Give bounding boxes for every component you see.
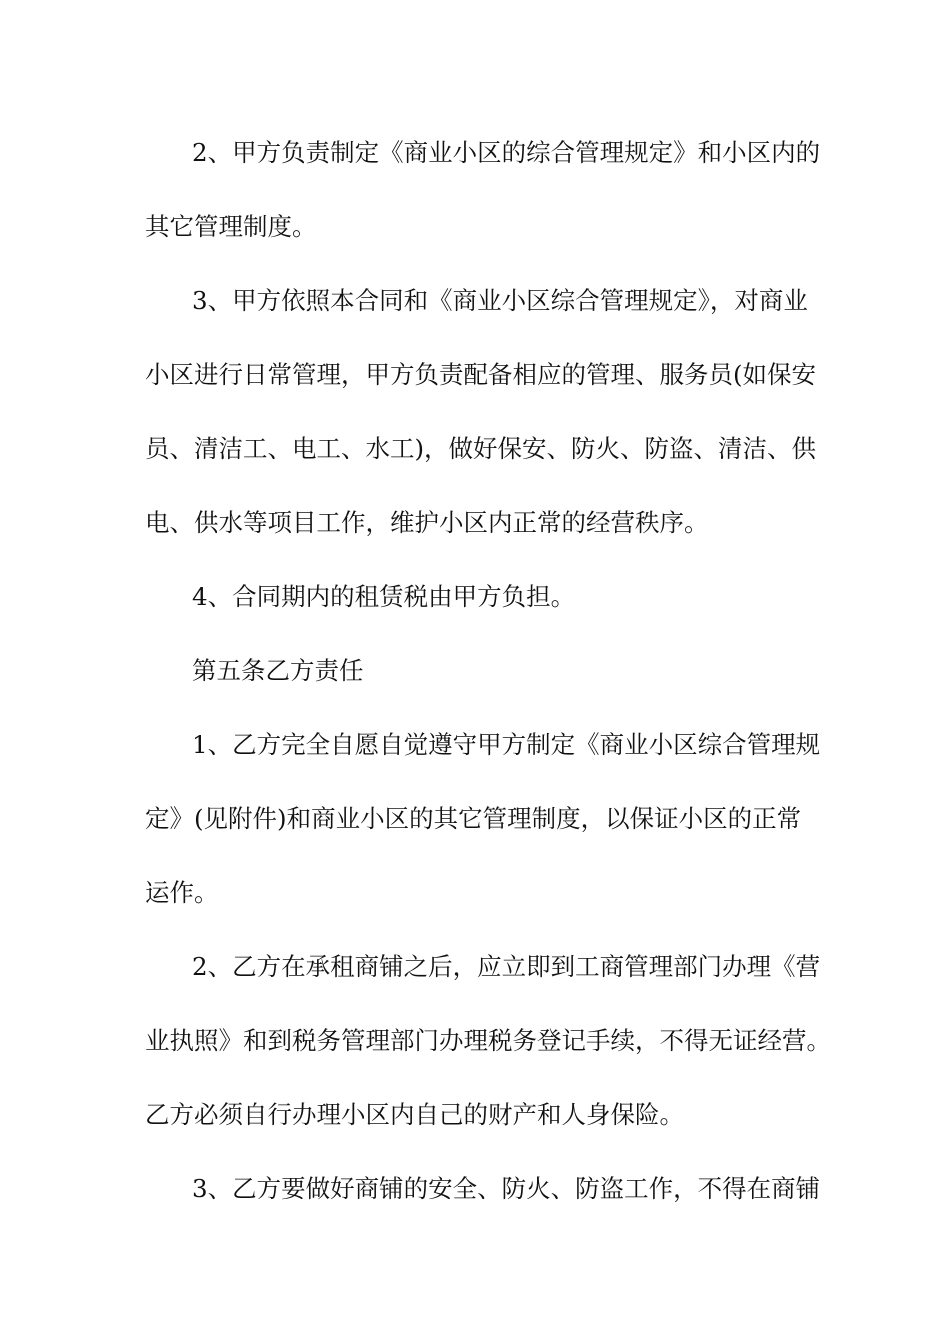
text-line: 2、甲方负责制定《商业小区的综合管理规定》和小区内的 xyxy=(192,138,821,167)
text-line: 小区进行日常管理，甲方负责配备相应的管理、服务员(如保安 xyxy=(145,360,817,389)
text-line: 1、乙方完全自愿自觉遵守甲方制定《商业小区综合管理规 xyxy=(192,730,821,759)
text-line: 3、甲方依照本合同和《商业小区综合管理规定》，对商业 xyxy=(192,286,808,315)
text-line: 4、合同期内的租赁税由甲方负担。 xyxy=(192,582,576,611)
text-line: 电、供水等项目工作，维护小区内正常的经营秩序。 xyxy=(145,508,709,537)
text-line: 乙方必须自行办理小区内自己的财产和人身保险。 xyxy=(145,1100,684,1129)
text-line: 3、乙方要做好商铺的安全、防火、防盗工作，不得在商铺 xyxy=(192,1174,821,1203)
text-line: 2、乙方在承租商铺之后，应立即到工商管理部门办理《营 xyxy=(192,952,821,981)
text-line: 员、清洁工、电工、水工)，做好保安、防火、防盗、清洁、供 xyxy=(145,434,817,463)
text-line: 其它管理制度。 xyxy=(145,212,317,241)
text-line: 定》(见附件)和商业小区的其它管理制度，以保证小区的正常 xyxy=(145,804,802,833)
section-heading: 第五条乙方责任 xyxy=(192,656,364,685)
text-line: 运作。 xyxy=(145,878,219,907)
text-line: 业执照》和到税务管理部门办理税务登记手续，不得无证经营。 xyxy=(145,1026,831,1055)
